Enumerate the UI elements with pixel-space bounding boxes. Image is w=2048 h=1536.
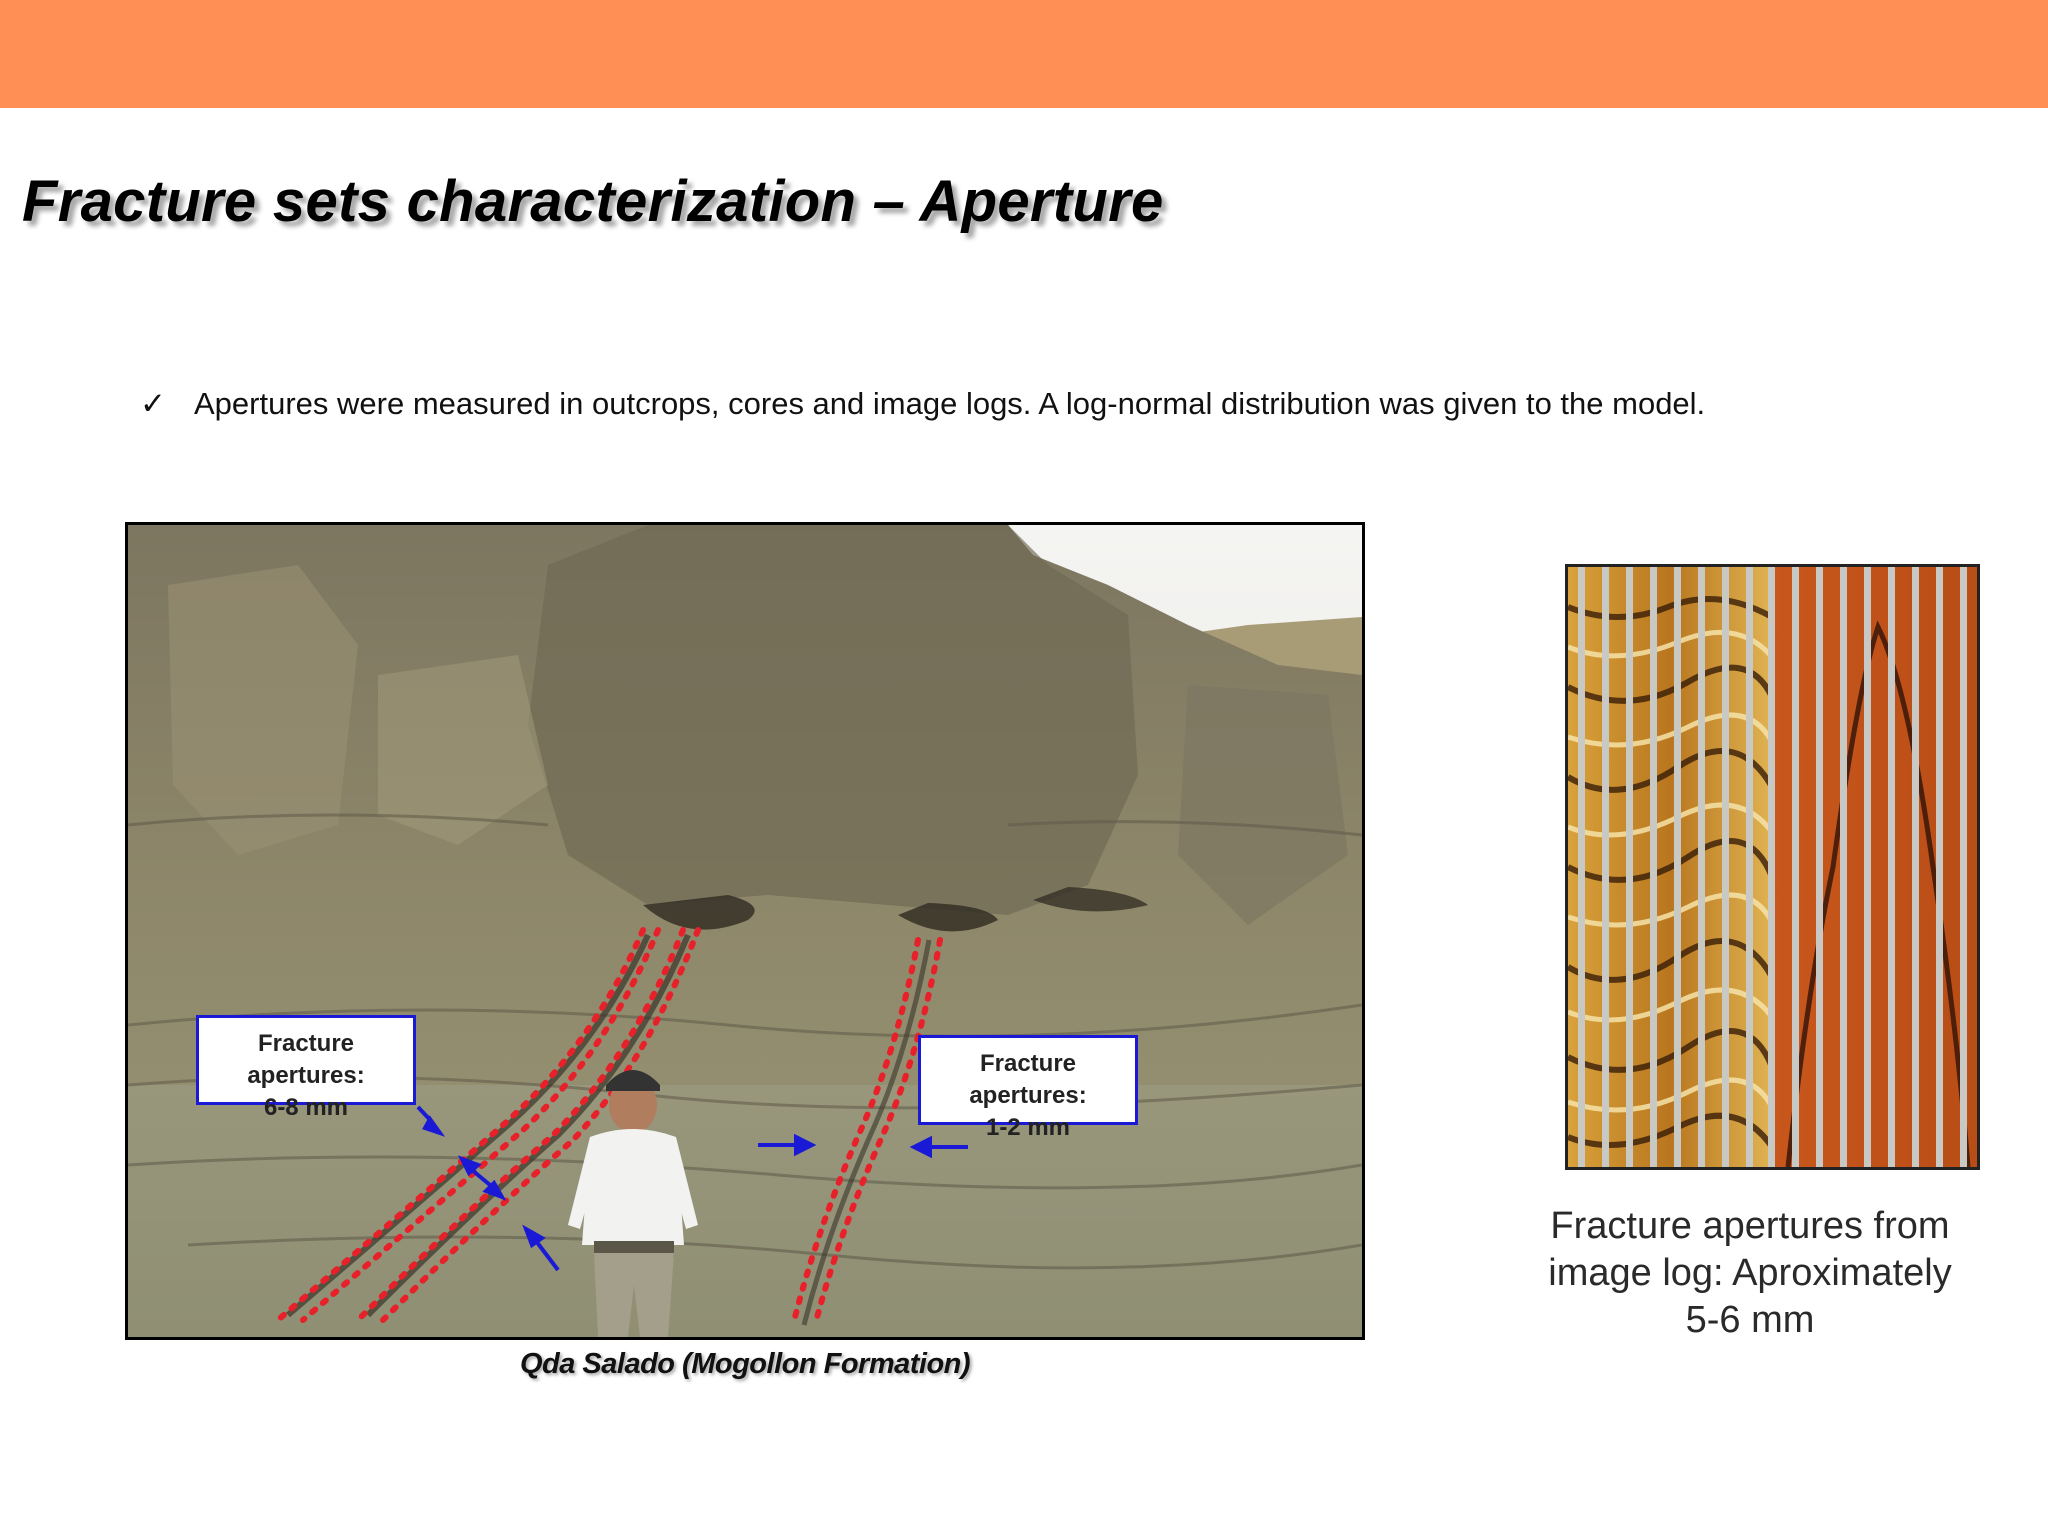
image-log-caption-line3: 5-6 mm (1685, 1299, 1815, 1341)
image-log-caption (1500, 1203, 2000, 1344)
outcrop-caption: Qda Salado (Mogollon Formation) (519, 1348, 971, 1380)
image-log-illustration (1568, 567, 1977, 1167)
callout-right-apertures (918, 1035, 1138, 1141)
checkmark-icon: ✓ (140, 386, 166, 422)
image-log-caption-line2: image log: Aproximately (1548, 1252, 1952, 1294)
outcrop-photo (125, 522, 1365, 1340)
outcrop-illustration (128, 525, 1362, 1337)
callout-left-apertures (196, 1015, 416, 1121)
bullet-item (140, 386, 1705, 422)
bullet-text: Apertures were measured in outcrops, cores and image logs. A log-normal distribution was given to the model. (194, 386, 1706, 421)
slide-title: Fracture sets characterization – Aperture (22, 169, 1164, 234)
callout-left-line2: 6-8 mm (263, 1094, 349, 1121)
image-log (1565, 564, 1980, 1170)
callout-right-line1: Fracture apertures: (969, 1050, 1087, 1109)
cliff-shadow-mass (528, 525, 1138, 915)
callout-right-line2: 1-2 mm (985, 1114, 1071, 1141)
callout-left-line1: Fracture apertures: (247, 1030, 365, 1089)
image-log-caption-line1: Fracture apertures from (1550, 1205, 1950, 1247)
log-right-track (1772, 567, 1977, 1167)
header-band (0, 0, 2048, 108)
